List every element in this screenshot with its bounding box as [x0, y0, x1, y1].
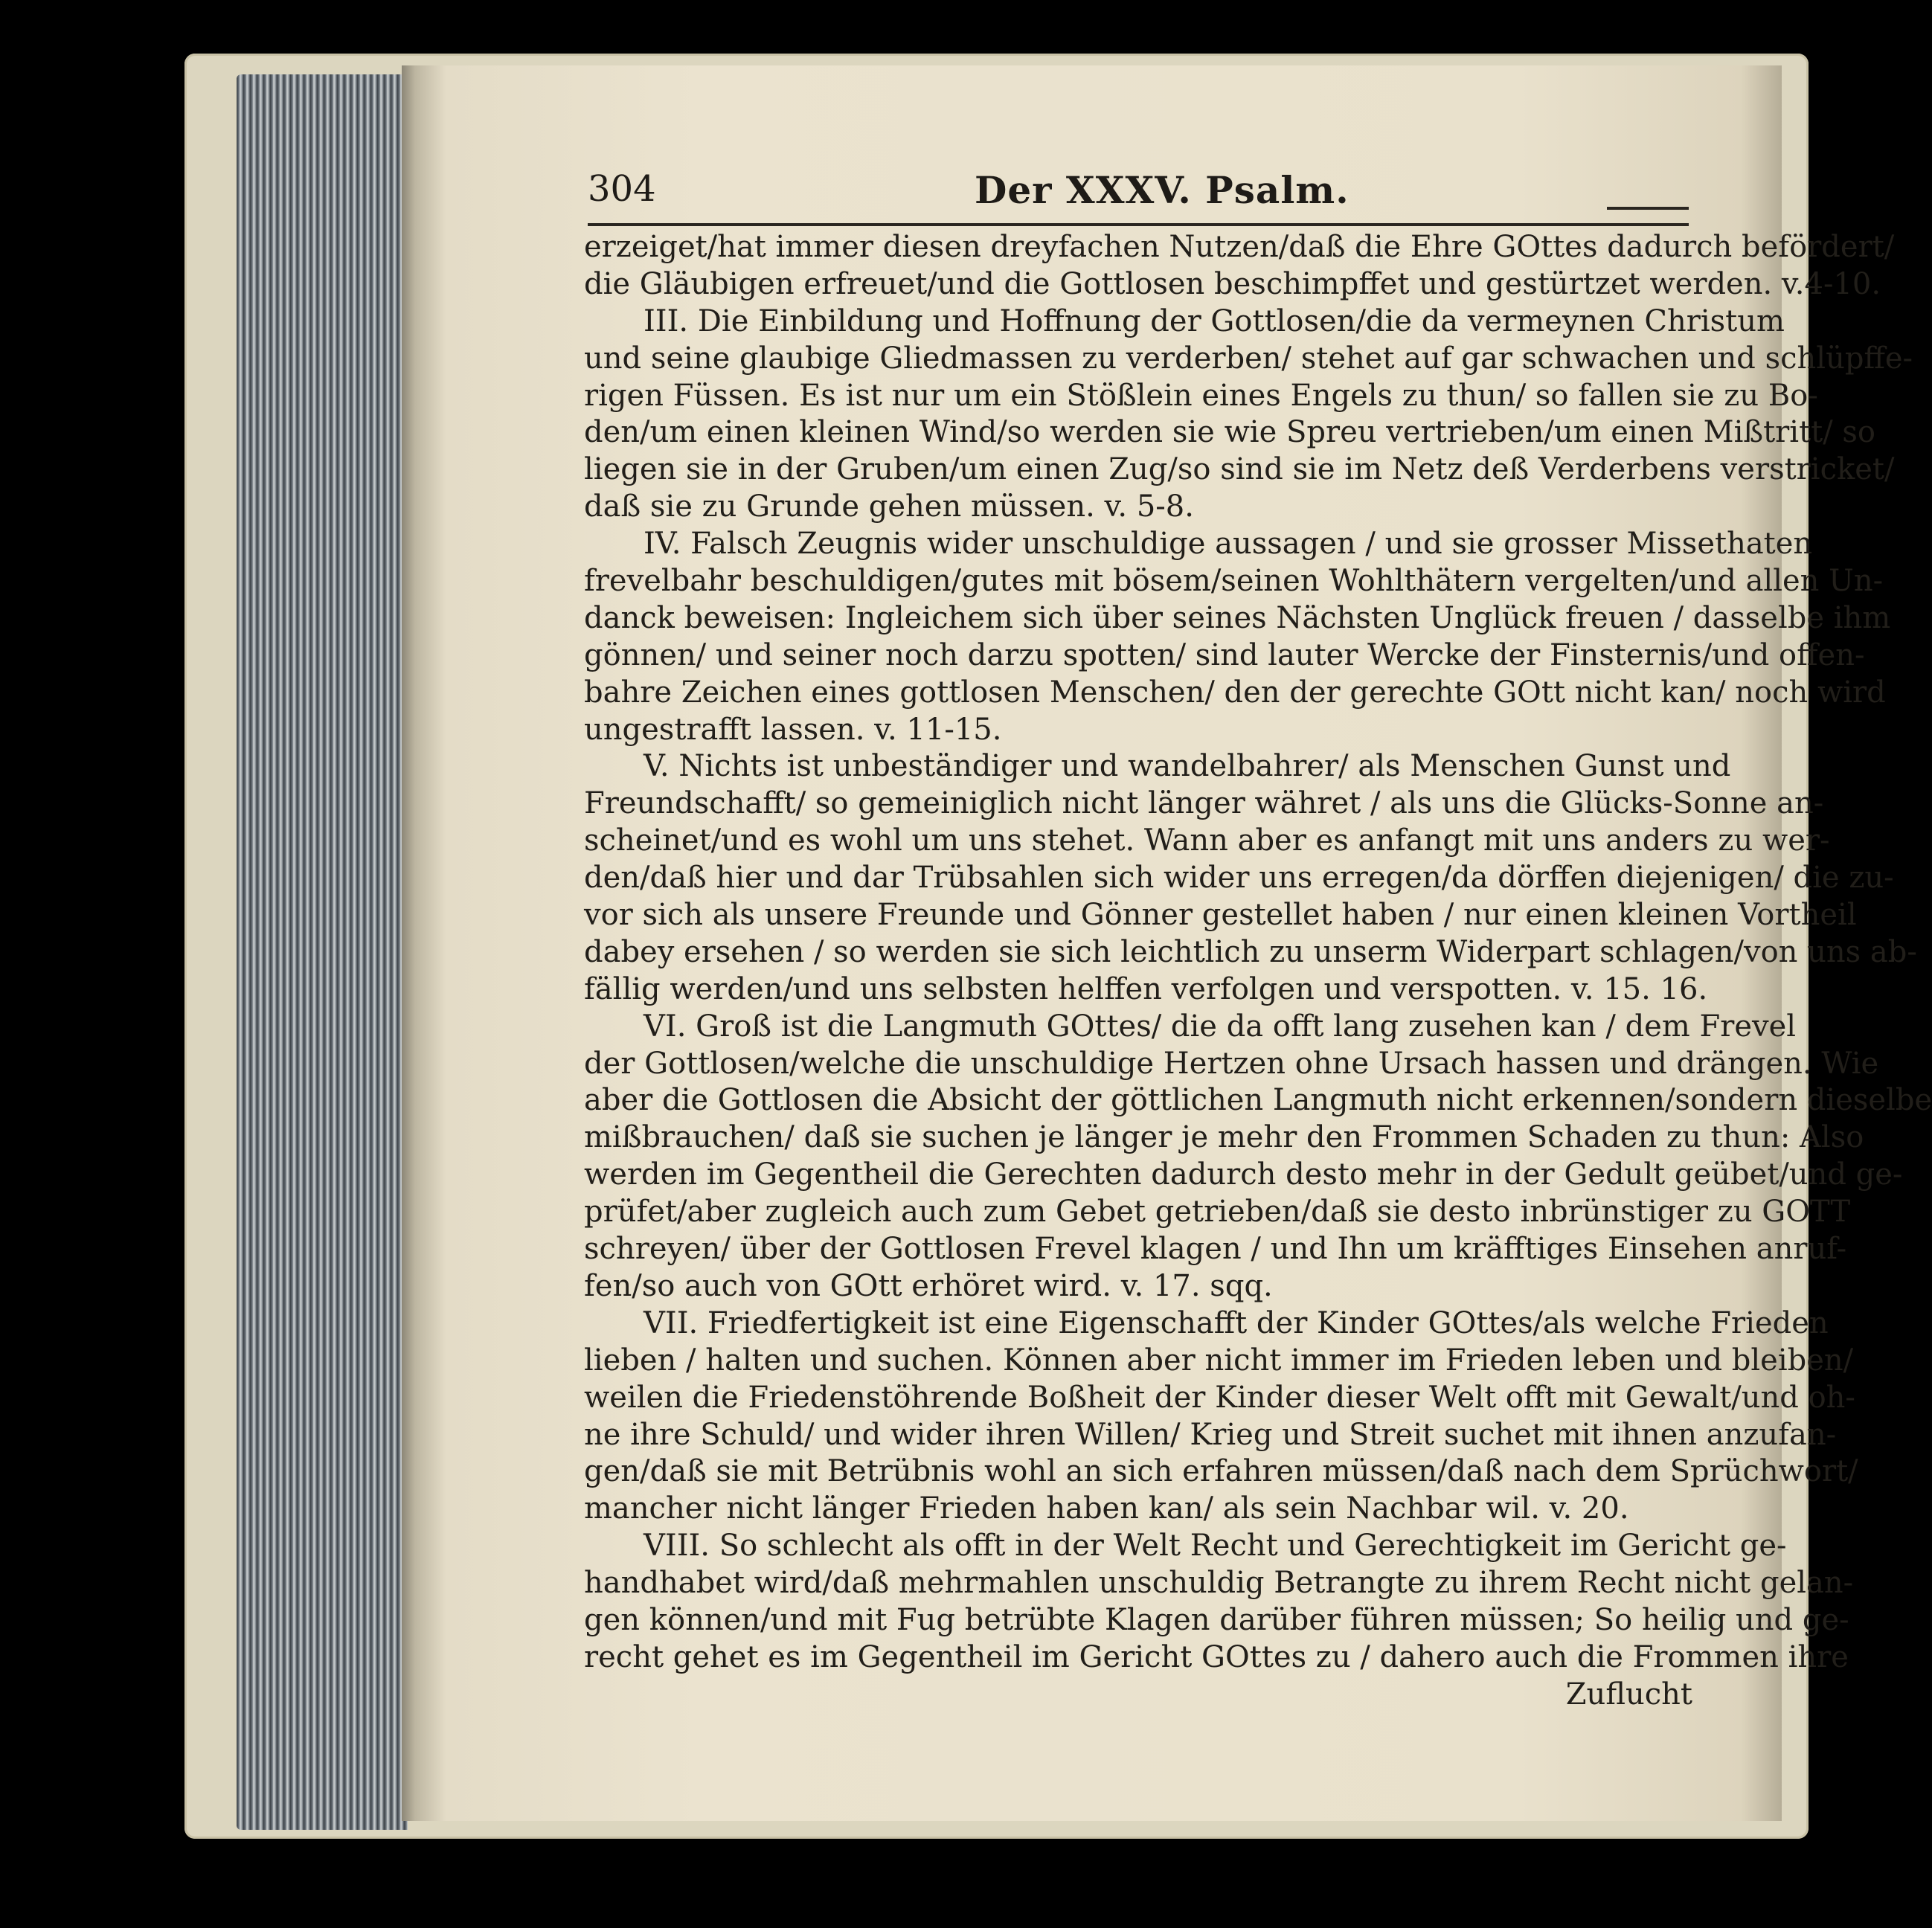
text-line: lieben / halten und suchen. Können aber nicht immer im Frieden leben und bleiben/ — [584, 1343, 1854, 1378]
catchword: Zuflucht — [1565, 1677, 1692, 1712]
text-line: danck beweisen: Ingleichem sich über seines Nächsten Unglück freuen / dasselbe ihm — [584, 600, 1891, 635]
text-line: frevelbahr beschuldigen/gutes mit bösem/seinen Wohlthätern vergelten/und allen Un- — [584, 564, 1884, 599]
text-line: weilen die Friedenstöhrende Boßheit der Kinder dieser Welt offt mit Gewalt/und oh- — [584, 1380, 1855, 1415]
text-line: und seine glaubige Gliedmassen zu verderben/ stehet auf gar schwachen und schlüpffe- — [584, 341, 1913, 376]
text-line: aber die Gottlosen die Absicht der göttlichen Langmuth nicht erkennen/sondern dieselbe — [584, 1083, 1932, 1118]
text-line: VI. Groß ist die Langmuth GOttes/ die da offt lang zusehen kan / dem Frevel — [644, 1009, 1797, 1044]
body-text — [584, 229, 1932, 1714]
text-line: Freundschafft/ so gemeiniglich nicht länger währet / als uns die Glücks-Sonne an- — [584, 786, 1824, 821]
text-line: VIII. So schlecht als offt in der Welt Recht und Gerechtigkeit im Gericht ge- — [644, 1529, 1787, 1564]
text-line: V. Nichts ist unbeständiger und wandelbahrer/ als Menschen Gunst und — [644, 749, 1731, 784]
page-block-edges — [237, 74, 408, 1830]
header-rule — [588, 223, 1689, 226]
text-line: daß sie zu Grunde gehen müssen. v. 5-8. — [584, 489, 1194, 524]
running-header — [588, 168, 1689, 220]
text-line: scheinet/und es wohl um uns stehet. Wann aber es anfangt mit uns anders zu wer- — [584, 823, 1830, 858]
text-line: handhabet wird/daß mehrmahlen unschuldig Betrangte zu ihrem Recht nicht gelan- — [584, 1566, 1854, 1601]
text-line: prüfet/aber zugleich auch zum Gebet getrieben/daß sie desto inbrünstiger zu GOTT — [584, 1195, 1851, 1230]
text-line: mißbrauchen/ daß sie suchen je länger je mehr den Frommen Schaden zu thun: Also — [584, 1120, 1864, 1155]
text-line: gen/daß sie mit Betrübnis wohl an sich erfahren müssen/daß nach dem Sprüchwort/ — [584, 1454, 1858, 1489]
text-line: ungestrafft lassen. v. 11-15. — [584, 712, 1002, 747]
text-line: erzeiget/hat immer diesen dreyfachen Nutzen/daß die Ehre GOttes dadurch befördert/ — [584, 230, 1895, 264]
text-line: die Gläubigen erfreuet/und die Gottlosen beschimpffet und gestürtzet werden. v.4-10. — [584, 266, 1881, 301]
text-line: dabey ersehen / so werden sie sich leichtlich zu unserm Widerpart schlagen/von uns ab- — [584, 934, 1917, 969]
text-line: den/daß hier und dar Trübsahlen sich wider uns erregen/da dörffen diejenigen/ die zu- — [584, 861, 1894, 896]
text-line: fällig werden/und uns selbsten helffen verfolgen und verspotten. v. 15. 16. — [584, 971, 1708, 1006]
text-line: mancher nicht länger Frieden haben kan/ als sein Nachbar wil. v. 20. — [584, 1491, 1629, 1526]
text-line: bahre Zeichen eines gottlosen Menschen/ den der gerechte GOtt nicht kan/ noch wird — [584, 675, 1886, 710]
text-line: vor sich als unsere Freunde und Gönner gestellet haben / nur einen kleinen Vortheil — [584, 898, 1857, 933]
text-line: fen/so auch von GOtt erhöret wird. v. 17. sqq. — [584, 1268, 1273, 1303]
text-line: werden im Gegentheil die Gerechten dadurch desto mehr in der Gedult geübet/und ge- — [584, 1157, 1903, 1192]
text-line: der Gottlosen/welche die unschuldige Hertzen ohne Ursach hassen und drängen. Wie — [584, 1046, 1879, 1081]
text-line: recht gehet es im Gegentheil im Gericht GOttes zu / dahero auch die Frommen ihre — [584, 1639, 1849, 1674]
text-line: III. Die Einbildung und Hoffnung der Gottlosen/die da vermeynen Christum — [644, 303, 1785, 338]
text-line: ne ihre Schuld/ und wider ihren Willen/ Krieg und Streit suchet mit ihnen anzufan- — [584, 1417, 1837, 1452]
text-line: den/um einen kleinen Wind/so werden sie wie Spreu vertrieben/um einen Mißtritt/ so — [584, 415, 1876, 450]
text-line: schreyen/ über der Gottlosen Frevel klagen / und Ihn um kräfftiges Einsehen anruf- — [584, 1232, 1847, 1267]
text-line: rigen Füssen. Es ist nur um ein Stößlein eines Engels zu thun/ so fallen sie zu Bo- — [584, 378, 1818, 413]
text-line: IV. Falsch Zeugnis wider unschuldige aussagen / und sie grosser Missethaten — [644, 527, 1813, 562]
text-line: liegen sie in der Gruben/um einen Zug/so sind sie im Netz deß Verderbens verstricket/ — [584, 452, 1895, 487]
header-dash — [1607, 207, 1689, 210]
page-number: 304 — [588, 168, 656, 210]
text-line: gönnen/ und seiner noch darzu spotten/ sind lauter Wercke der Finsternis/und offen- — [584, 637, 1865, 672]
text-line: gen können/und mit Fug betrübte Klagen darüber führen müssen; So heilig und ge- — [584, 1602, 1849, 1637]
page-title: Der XXXV. Psalm. — [975, 168, 1349, 212]
text-line: VII. Friedfertigkeit ist eine Eigenschafft der Kinder GOttes/als welche Frieden — [644, 1305, 1829, 1340]
